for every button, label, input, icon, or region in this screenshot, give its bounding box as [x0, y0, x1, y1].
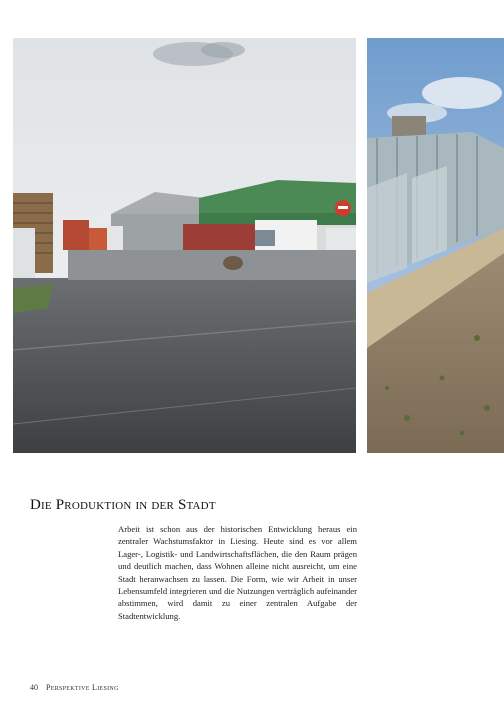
page-footer	[30, 683, 119, 692]
photo-greenhouses	[367, 38, 504, 453]
page-number: 40	[30, 683, 38, 692]
logistics-yard-image	[13, 38, 356, 453]
section-heading: Die Produktion in der Stadt	[30, 497, 216, 513]
greenhouses-image	[367, 38, 504, 453]
body-paragraph: Arbeit ist schon aus der historischen Entwicklung heraus ein zentraler Wachstumsfaktor in Liesing. Heute sind es vor allem Lager-, Logistik- und Landwirtschaftsflächen, die den Raum prägen und deutlich machen, dass Wohnen alleine nicht ausreicht, um eine Stadt heranwachsen zu lassen. Die Form, wie wir Arbeit in unser Lebensumfeld integrieren und die Nutzungen verträglich aufeinander abstimmen, wird damit zu einer zentralen Aufgabe der Stadtentwicklung.	[118, 524, 357, 621]
publication-title: Perspektive Liesing	[46, 683, 119, 692]
photo-logistics-yard	[13, 38, 356, 453]
